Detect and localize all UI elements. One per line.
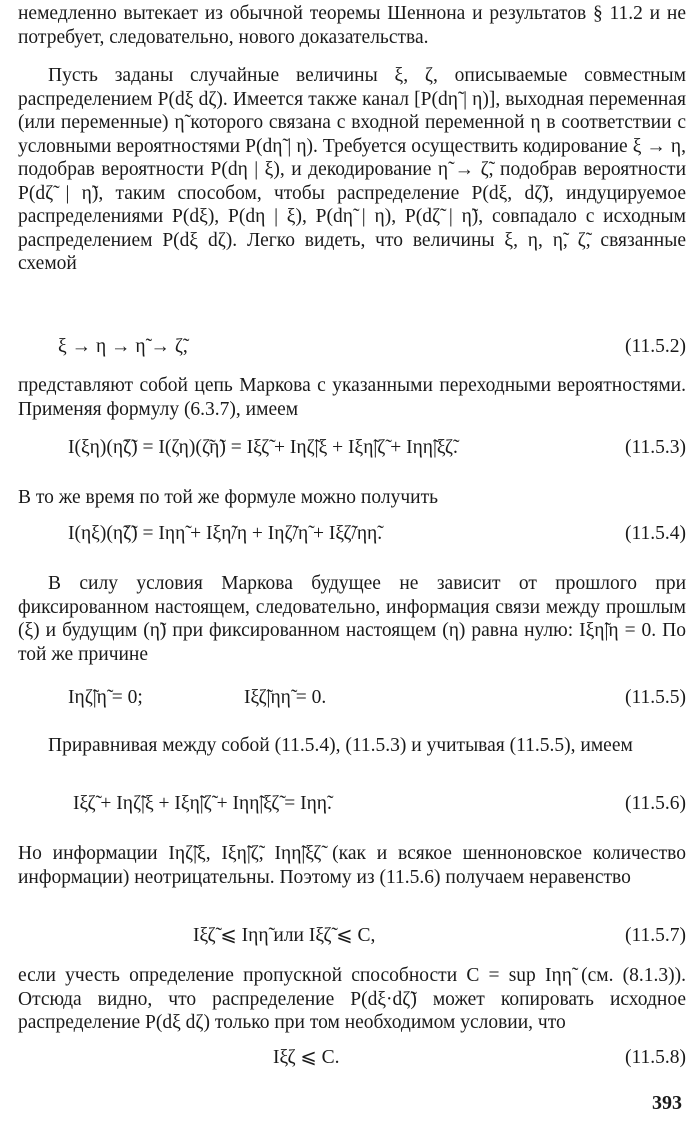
equation-11-5-3 xyxy=(18,436,686,464)
equation-formula-a: Iηζ̃|η̃ = 0; xyxy=(68,687,143,708)
equation-formula: Iξζ̃ + Iηζ̃|ξ + Iξη̃|ζ̃ + Iηη̃|ξζ̃ = Iηη̃. xyxy=(73,793,332,814)
paragraph-5: В силу условия Маркова будущее не зависит от прошлого при фиксированном настоящем, следовательно, информация связи между прошлым (ξ) и будущим (η̃) при фиксированном настоящем (η) равна нулю: Iξη̃|η = 0. По той же причине xyxy=(18,573,686,665)
equation-formula: I(ξη)(η̃ζ̃) = I(ζη)(ζ̃η̃) = Iξζ̃ + Iηζ̃|ξ + Iξη̃|ζ̃ + Iηη̃|ξζ̃. xyxy=(68,437,458,458)
equation-11-5-4 xyxy=(18,522,686,550)
paragraph-2: Пусть заданы случайные величины ξ, ζ, описываемые совместным распределением P(dξ dζ). Имеется также канал [P(dη̃ | η)], выходная переменная (или переменные) η̃ которого связана с входной переменной η в соответствии с условными вероятностями P(dη̃ | η). Требуется осуществить кодирование ξ → η, подобрав вероятности P(dη | ξ), и декодирование η̃ → ζ̃, подобрав вероятности P(dζ̃ | η̃), таким способом, чтобы распределение P(dξ, dζ̃), индуцируемое распределениями P(dξ), P(dη | ξ), P(dη̃ | η), P(dζ̃ | η̃), совпадало с исходным распределением P(dξ dζ). Легко видеть, что величины ξ, η, η̃, ζ̃, связанные схемой xyxy=(18,65,686,274)
paragraph-4: В то же время по той же формуле можно получить xyxy=(18,487,438,508)
paragraph-6: Приравнивая между собой (11.5.4), (11.5.3) и учитывая (11.5.5), имеем xyxy=(48,735,633,756)
equation-11-5-6 xyxy=(18,792,686,820)
equation-formula: ξ → η → η̃ → ζ̃, xyxy=(58,336,188,357)
equation-11-5-2 xyxy=(18,335,686,363)
page-number: 393 xyxy=(652,1092,682,1114)
paragraph-3: представляют собой цепь Маркова с указанными переходными вероятностями. Применяя формулу (6.3.7), имеем xyxy=(18,375,686,420)
equation-number: (11.5.8) xyxy=(624,1047,686,1068)
equation-number: (11.5.6) xyxy=(624,793,686,814)
paragraph-1: немедленно вытекает из обычной теоремы Шеннона и результатов § 11.2 и не потребует, следовательно, нового доказательства. xyxy=(18,3,686,48)
equation-number: (11.5.2) xyxy=(624,336,686,357)
equation-number: (11.5.3) xyxy=(624,437,686,458)
equation-11-5-8 xyxy=(18,1046,686,1074)
equation-formula-b: Iξζ̃|ηη̃ = 0. xyxy=(244,687,327,708)
equation-formula: Iξζ ⩽ C. xyxy=(273,1047,340,1068)
equation-11-5-5 xyxy=(18,686,686,714)
equation-number: (11.5.5) xyxy=(624,687,686,708)
equation-formula: Iξζ̃ ⩽ Iηη̃ или Iξζ̃ ⩽ C, xyxy=(193,925,376,946)
paragraph-7: Но информации Iηζ̃|ξ, Iξη̃|ζ̃, Iηη̃|ξζ̃ (как и всякое шенноновское количество информации) неотрицательны. Поэтому из (11.5.6) получаем неравенство xyxy=(18,843,686,888)
equation-11-5-7 xyxy=(18,924,686,952)
paragraph-8: если учесть определение пропускной способности C = sup Iηη̃ (см. (8.1.3)). Отсюда видно, что распределение P(dξ·dζ̃) может копировать исходное распределение P(dξ dζ) только при том необходимом условии, что xyxy=(18,965,686,1033)
equation-number: (11.5.7) xyxy=(624,925,686,946)
equation-number: (11.5.4) xyxy=(624,523,686,544)
equation-formula: I(ηξ)(η̃ζ̃) = Iηη̃ + Iξη̃/η + Iηζ̃/η̃ + Iξζ̃/ηη̃. xyxy=(68,523,383,544)
